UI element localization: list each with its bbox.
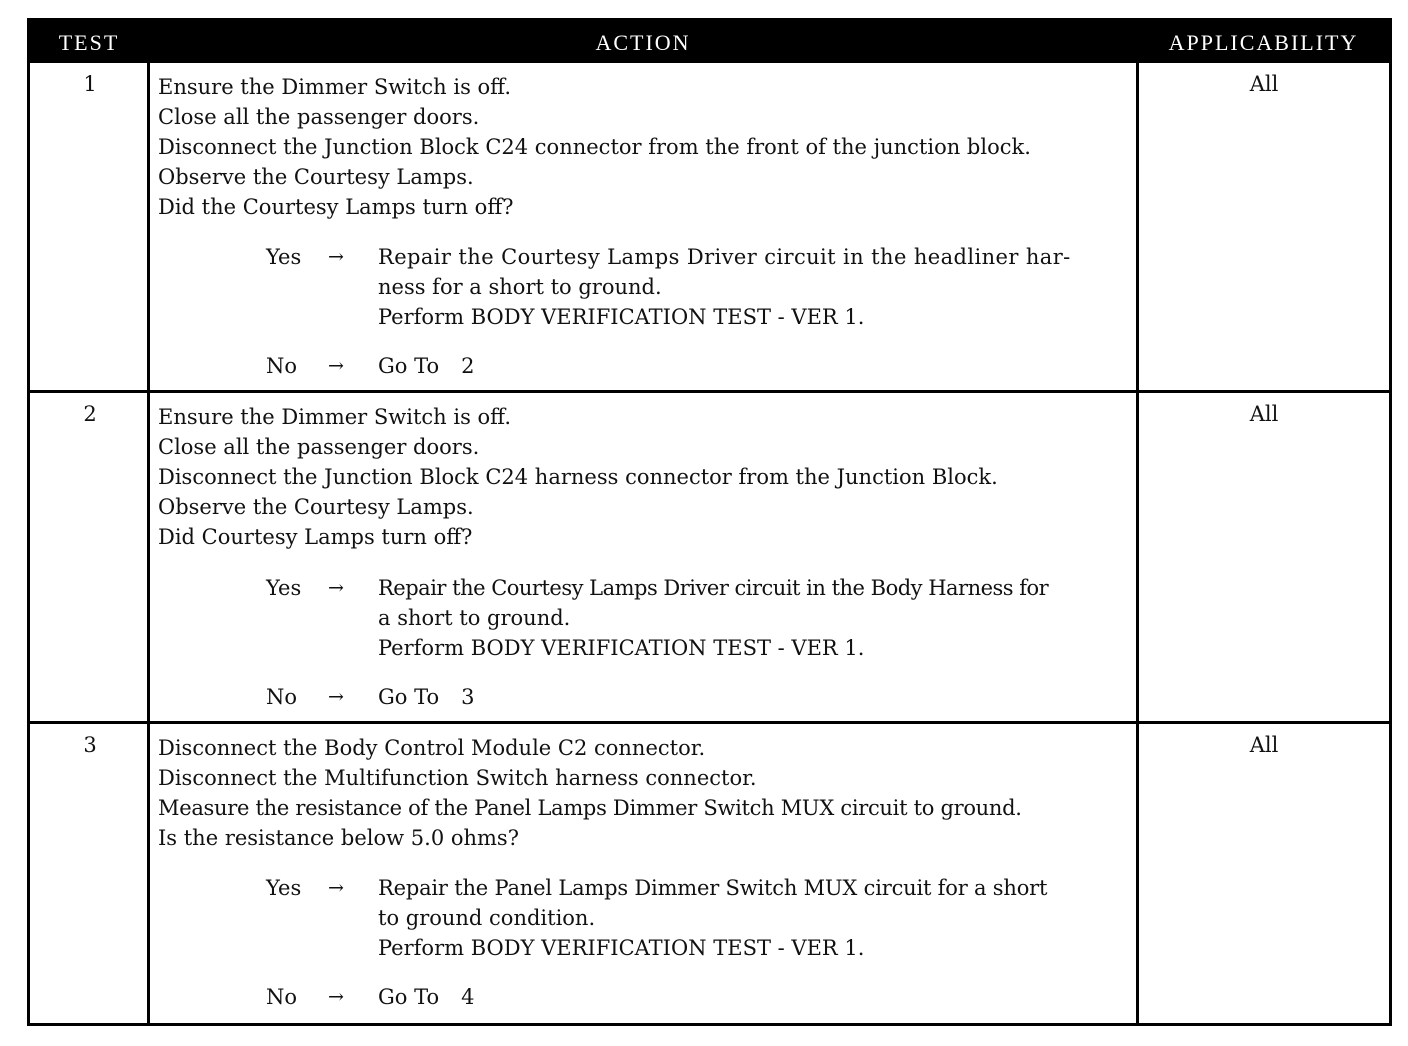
yes-result-line: Perform BODY VERIFICATION TEST - VER 1. (378, 936, 865, 960)
goto-link[interactable] (378, 351, 475, 381)
yes-label: Yes (266, 876, 302, 900)
goto-label: Go To (378, 685, 440, 709)
arrow-right-icon: → (328, 986, 344, 1008)
goto-link[interactable] (378, 982, 475, 1012)
applicability-value: All (1249, 72, 1279, 96)
action-step: Ensure the Dimmer Switch is off. (158, 75, 512, 99)
test-number: 3 (83, 733, 97, 757)
goto-label: Go To (378, 354, 440, 378)
goto-target: 3 (461, 685, 475, 709)
arrow-right-icon: → (328, 355, 344, 377)
applicability-value: All (1249, 402, 1279, 426)
test-number: 1 (83, 72, 97, 96)
action-question: Did Courtesy Lamps turn off? (158, 525, 473, 549)
yes-result-line: Repair the Courtesy Lamps Driver circuit in the headliner har- (378, 245, 1071, 269)
goto-link[interactable] (378, 682, 475, 712)
action-step: Disconnect the Body Control Module C2 connector. (158, 736, 706, 760)
header-test: TEST (58, 30, 120, 55)
yes-result-line: Perform BODY VERIFICATION TEST - VER 1. (378, 305, 865, 329)
action-step: Observe the Courtesy Lamps. (158, 165, 474, 189)
no-label: No (266, 685, 298, 709)
yes-result-line: a short to ground. (378, 606, 571, 630)
yes-result-line: Perform BODY VERIFICATION TEST - VER 1. (378, 636, 865, 660)
arrow-right-icon: → (328, 246, 344, 268)
arrow-right-icon: → (328, 686, 344, 708)
goto-target: 4 (461, 985, 475, 1009)
no-label: No (266, 985, 298, 1009)
action-step: Close all the passenger doors. (158, 105, 480, 129)
action-step: Close all the passenger doors. (158, 435, 480, 459)
no-label: No (266, 354, 298, 378)
header-action: ACTION (595, 30, 691, 55)
action-step: Disconnect the Multifunction Switch harness connector. (158, 766, 757, 790)
yes-result-line: ness for a short to ground. (378, 275, 662, 299)
test-row-3 (30, 724, 1389, 1023)
yes-label: Yes (266, 245, 302, 269)
goto-label: Go To (378, 985, 440, 1009)
table-header (30, 21, 1389, 63)
yes-result-line: Repair the Panel Lamps Dimmer Switch MUX circuit for a short (378, 876, 1048, 900)
test-row-2 (30, 393, 1389, 721)
header-applicability: APPLICABILITY (1168, 30, 1359, 55)
yes-result-line: to ground condition. (378, 906, 596, 930)
arrow-right-icon: → (328, 577, 344, 599)
yes-result-line: Repair the Courtesy Lamps Driver circuit in the Body Harness for (378, 576, 1049, 600)
action-step: Measure the resistance of the Panel Lamps Dimmer Switch MUX circuit to ground. (158, 796, 1022, 820)
action-step: Observe the Courtesy Lamps. (158, 495, 474, 519)
applicability-value: All (1249, 733, 1279, 757)
action-question: Did the Courtesy Lamps turn off? (158, 195, 514, 219)
test-row-1 (30, 63, 1389, 390)
goto-target: 2 (461, 354, 475, 378)
yes-label: Yes (266, 576, 302, 600)
diagnostic-table (27, 18, 1392, 1026)
test-number: 2 (83, 402, 97, 426)
action-question: Is the resistance below 5.0 ohms? (158, 826, 519, 850)
arrow-right-icon: → (328, 877, 344, 899)
action-step: Disconnect the Junction Block C24 connector from the front of the junction block. (158, 135, 1031, 159)
action-step: Disconnect the Junction Block C24 harness connector from the Junction Block. (158, 465, 998, 489)
action-step: Ensure the Dimmer Switch is off. (158, 405, 512, 429)
